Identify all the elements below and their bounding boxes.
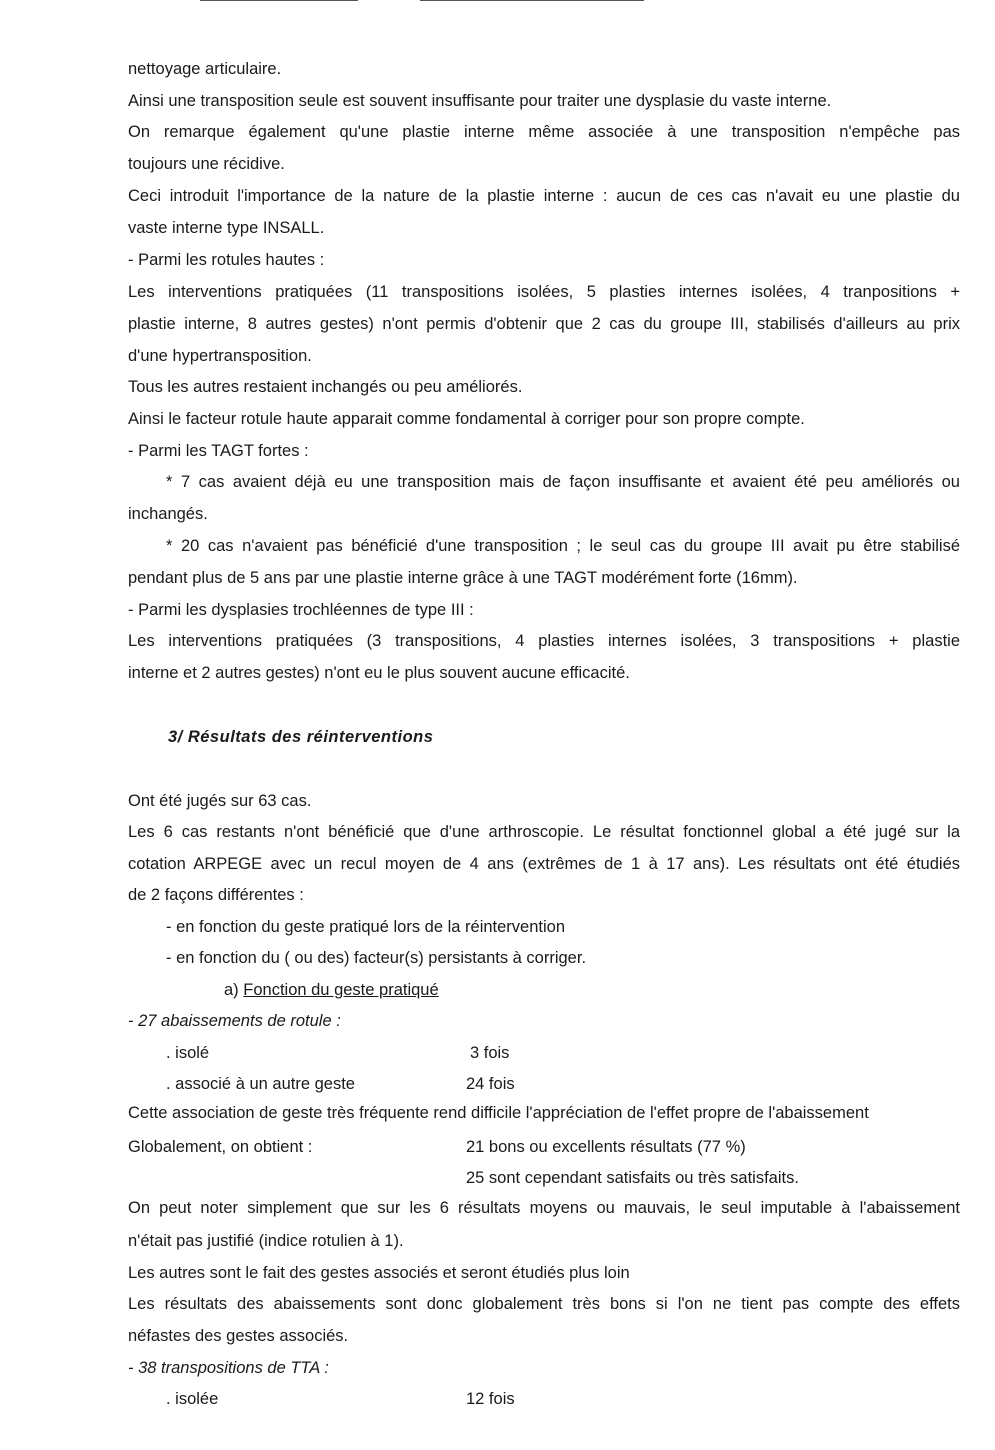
table-row: . associé à un autre geste (166, 1075, 355, 1093)
list-item: - en fonction du ( ou des) facteur(s) persistants à corriger. (166, 949, 587, 967)
paragraph-line: inchangés. (128, 505, 208, 523)
table-row: . isolée (166, 1390, 219, 1408)
paragraph-line: Les interventions pratiquées (3 transpositions, 4 plasties internes isolées, 3 transpositions + plastie (128, 632, 960, 650)
paragraph-line: interne et 2 autres gestes) n'ont eu le plus souvent aucune efficacité. (128, 664, 630, 682)
section-heading: 3/ Résultats des réinterventions (168, 728, 434, 746)
table-cell: 24 fois (466, 1075, 515, 1093)
table-cell: 3 fois (470, 1044, 510, 1062)
paragraph-line: n'était pas justifié (indice rotulien à 1). (128, 1232, 404, 1250)
paragraph-line: Les interventions pratiquées (11 transpositions isolées, 5 plasties internes isolées, 4 tranpositions + (128, 283, 960, 301)
table-cell: 21 bons ou excellents résultats (77 %) (466, 1138, 746, 1156)
paragraph-line: - Parmi les dysplasies trochléennes de type III : (128, 601, 474, 619)
subsection-label: Fonction du geste pratiqué (243, 981, 439, 999)
paragraph-line: d'une hypertransposition. (128, 347, 312, 365)
paragraph-line: On remarque également qu'une plastie interne même associée à une transposition n'empêche pas (128, 123, 960, 141)
paragraph-line: On peut noter simplement que sur les 6 résultats moyens ou mauvais, le seul imputable à l'abaissement (128, 1199, 960, 1217)
paragraph-line: Ont été jugés sur 63 cas. (128, 792, 312, 810)
table-row: . isolé (166, 1044, 210, 1062)
list-item: - en fonction du geste pratiqué lors de la réintervention (166, 918, 565, 936)
paragraph-line: vaste interne type INSALL. (128, 219, 325, 237)
subsection-title (224, 979, 439, 1001)
subsection-number: a) (224, 981, 244, 999)
paragraph-line: plastie interne, 8 autres gestes) n'ont permis d'obtenir que 2 cas du groupe III, stabilisés d'ailleurs au prix (128, 315, 960, 333)
paragraph-line: Les autres sont le fait des gestes associés et seront étudiés plus loin (128, 1264, 630, 1282)
paragraph-line: toujours une récidive. (128, 155, 285, 173)
bullet-line: * 7 cas avaient déjà eu une transposition mais de façon insuffisante et avaient été peu améliorés ou (166, 473, 960, 491)
paragraph-line: Tous les autres restaient inchangés ou peu améliorés. (128, 378, 523, 396)
top-rule-right (420, 0, 644, 1)
paragraph-line: cotation ARPEGE avec un recul moyen de 4 ans (extrêmes de 1 à 17 ans). Les résultats ont été étudiés (128, 855, 960, 873)
paragraph-line: Les résultats des abaissements sont donc globalement très bons si l'on ne tient pas compte des effets (128, 1295, 960, 1313)
subsection-item: - 27 abaissements de rotule : (128, 1012, 341, 1030)
subsection-item: - 38 transpositions de TTA : (128, 1359, 329, 1377)
paragraph-line: - Parmi les TAGT fortes : (128, 442, 309, 460)
table-cell: 25 sont cependant satisfaits ou très satisfaits. (466, 1169, 799, 1187)
paragraph-line: - Parmi les rotules hautes : (128, 251, 325, 269)
table-row: Globalement, on obtient : (128, 1138, 313, 1156)
top-rule-left (200, 0, 358, 1)
paragraph-line: nettoyage articulaire. (128, 60, 282, 78)
paragraph-line: Ceci introduit l'importance de la nature de la plastie interne : aucun de ces cas n'avait eu une plastie du (128, 187, 960, 205)
paragraph-line: Cette association de geste très fréquente rend difficile l'appréciation de l'effet propre de l'abaissement (128, 1104, 869, 1122)
bullet-line: * 20 cas n'avaient pas bénéficié d'une transposition ; le seul cas du groupe III avait pu être stabilisé (166, 537, 960, 555)
paragraph-line: Ainsi une transposition seule est souvent insuffisante pour traiter une dysplasie du vaste interne. (128, 92, 832, 110)
table-cell: 12 fois (466, 1390, 515, 1408)
paragraph-line: néfastes des gestes associés. (128, 1327, 349, 1345)
paragraph-line: Ainsi le facteur rotule haute apparait comme fondamental à corriger pour son propre compte. (128, 410, 805, 428)
paragraph-line: de 2 façons différentes : (128, 886, 304, 904)
paragraph-line: Les 6 cas restants n'ont bénéficié que d'une arthroscopie. Le résultat fonctionnel global a été jugé sur la (128, 823, 960, 841)
paragraph-line: pendant plus de 5 ans par une plastie interne grâce à une TAGT modérément forte (16mm). (128, 569, 798, 587)
